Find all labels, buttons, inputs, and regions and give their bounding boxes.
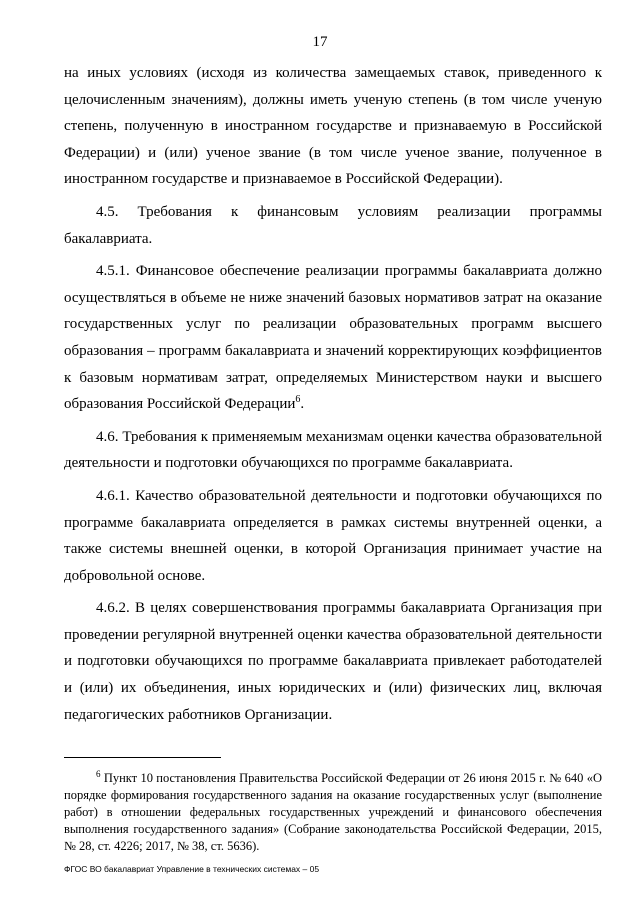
paragraph-4-5-1 <box>64 258 602 418</box>
page-number: 17 <box>312 34 328 50</box>
footnote-mark: 6 <box>96 768 101 779</box>
paragraph-4-5-1-end: . <box>300 396 305 413</box>
footnote-reference[interactable]: 6 <box>295 394 301 406</box>
paragraph-continuation: на иных условиях (исходя из количества замещаемых ставок, приведенного к целочисленным значениям), должны иметь ученую степень (в том числе ученую степень, полученную в иностранном государстве и признаваемую в Российской Федерации) и (или) ученое звание (в том числе ученое звание, полученное в иностранном государстве и признаваемое в Российской Федерации). <box>64 65 602 188</box>
paragraph-4-5-1-text: 4.5.1. Финансовое обеспечение реализации программы бакалавриата должно осуществляться в объеме не ниже значений базовых нормативов затрат на оказание государственных услуг по реализации образовательных программ высшего образования – программ бакалавриата и значений корректирующих коэффициентов к базовым нормативам затрат, определяемых Министерством науки и высшего образования Российской Федерации <box>64 263 602 413</box>
body-text <box>64 60 602 734</box>
section-4-5-heading: 4.5. Требования к финансовым условиям реализации программы бакалавриата. <box>64 203 602 247</box>
section-4-6-heading: 4.6. Требования к применяемым механизмам оценки качества образовательной деятельности и подготовки обучающихся по программе бакалавриата. <box>64 428 602 472</box>
footnote <box>64 770 602 855</box>
footnote-text: Пункт 10 постановления Правительства Российской Федерации от 26 июня 2015 г. № 640 «О порядке формирования государственного задания на оказание государственных услуг (выполнение работ) в отношении федеральных государственных учреждений и финансового обеспечения выполнения государственного задания» (Собрание законодательства Российской Федерации, 2015, № 28, ст. 4226; 2017, № 38, ст. 5636). <box>64 771 603 853</box>
paragraph-4-6-2: 4.6.2. В целях совершенствования программы бакалавриата Организация при проведении регулярной внутренней оценки качества образовательной деятельности и подготовки обучающихся по программе бакалавриата привлекает работодателей и (или) их объединения, иных юридических и (или) физических лиц, включая педагогических работников Организации. <box>64 600 602 723</box>
paragraph-4-6-1: 4.6.1. Качество образовательной деятельности и подготовки обучающихся по программе бакалавриата определяется в рамках системы внутренней оценки, а также системы внешней оценки, в которой Организация принимает участие на добровольной основе. <box>64 487 602 584</box>
page-footer: ФГОС ВО бакалавриат Управление в технических системах – 05 <box>64 864 320 874</box>
footnote-divider <box>64 757 221 758</box>
